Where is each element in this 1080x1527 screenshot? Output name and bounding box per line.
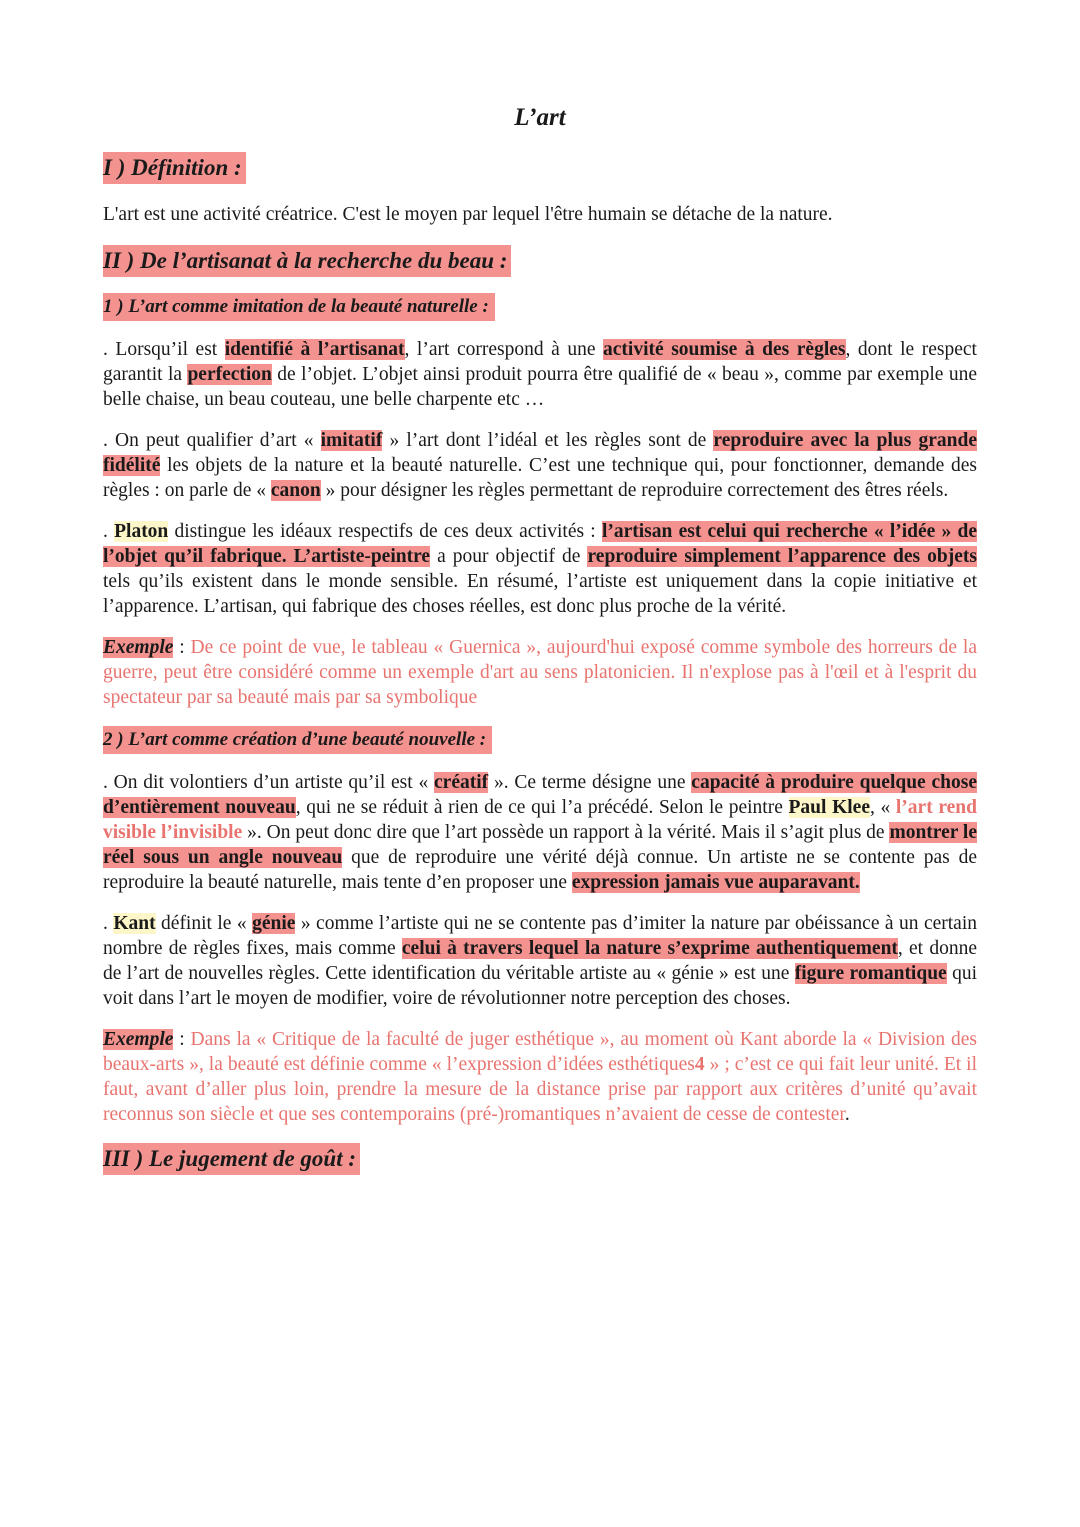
highlight-text: créatif (434, 772, 489, 793)
example-kant: Exemple : Dans la « Critique de la faculté de juger esthétique », au moment où Kant aborde la « Division des beaux-arts », la beauté est définie comme « l’expression d’idées esthétiques4 » ; c’est ce qui fait leur unité. Et il faut, avant d’aller plus loin, prendre la mesure de la distance prise par rapport aux critères d’unité qu’avait reconnus son siècle et que ses contemporains (pré-)romantiques n’avaient de cesse de contester. (103, 1029, 977, 1125)
highlight-text: imitatif (320, 430, 383, 451)
name-highlight: Platon (114, 521, 169, 542)
paragraph-kant: . Kant définit le « génie » comme l’artiste qui ne se contente pas d’imiter la nature par obéissance à un certain nombre de règles fixes, mais comme celui à travers lequel la nature s’exprime authentiquement, et donne de l’art de nouvelles règles. Cette identification du véritable artiste au « génie » est une figure romantique qui voit dans l’art le moyen de modifier, voire de révolutionner notre perception des choses. (103, 913, 978, 1009)
subsection-heading-creation: 2 ) L’art comme création d’une beauté nouvelle : (103, 726, 492, 754)
paragraph-artisanat: . Lorsqu’il est identifié à l’artisanat, l’art correspond à une activité soumise à des règles, dont le respect garantit la perfection de l’objet. L’objet ainsi produit pourra être qualifié de « beau », comme par exemple une belle chaise, un beau couteau, une belle charpente etc … (103, 339, 977, 410)
section-heading-jugement: III ) Le jugement de goût : (103, 1143, 360, 1175)
section-heading-artisanat: II ) De l’artisanat à la recherche du beau : (103, 245, 511, 277)
name-highlight: Paul Klee (788, 797, 870, 818)
example-label: Exemple (103, 1029, 174, 1050)
paragraph-creatif: . On dit volontiers d’un artiste qu’il est « créatif ». Ce terme désigne une capacité à produire quelque chose d’entièrement nouveau, qui ne se réduit à rien de ce qui l’a précédé. Selon le peintre Paul Klee, « l’art rend visible l’invisible ». On peut donc dire que l’art possède un rapport à la vérité. Mais il s’agit plus de montrer le réel sous un angle nouveau que de reproduire une vérité déjà connue. Un artiste ne se contente pas de reproduire la beauté naturelle, mais tente d’en proposer une expression jamais vue auparavant. (103, 772, 977, 893)
highlight-text: l’artisan est celui qui recherche « l’idée » de l’objet qu’il fabrique. L’artiste-peintre (103, 521, 978, 567)
paragraph-platon: . Platon distingue les idéaux respectifs de ces deux activités : l’artisan est celui qui recherche « l’idée » de l’objet qu’il fabrique. L’artiste-peintre a pour objectif de reproduire simplement l’apparence des objets tels qu’ils existent dans le monde sensible. En résumé, l’artiste est uniquement dans la copie initiative et l’apparence. L’artisan, qui fabrique des choses réelles, est donc plus proche de la vérité. (103, 521, 978, 617)
highlight-text: celui à travers lequel la nature s’exprime authentiquement (401, 938, 898, 959)
page-title: L’art (514, 104, 566, 131)
highlight-text: montrer le réel sous un angle nouveau (103, 822, 977, 868)
quote-text: l’art rend visible l’invisible (103, 797, 977, 843)
example-label: Exemple (103, 637, 174, 658)
highlight-text: activité soumise à des règles (603, 339, 846, 360)
name-highlight: Kant (113, 913, 156, 934)
highlight-text: perfection (187, 364, 272, 385)
highlight-text: reproduire simplement l’apparence des objets (587, 546, 977, 567)
highlight-text: canon (270, 480, 321, 501)
subsection-heading-imitation: 1 ) L’art comme imitation de la beauté naturelle : (103, 293, 495, 321)
document-content (103, 100, 977, 1175)
section-heading-definition: I ) Définition : (103, 152, 246, 184)
definition-paragraph: L'art est une activité créatrice. C'est le moyen par lequel l'être humain se détache de la nature. (103, 204, 833, 225)
highlight-text: figure romantique (794, 963, 947, 984)
highlight-text: reproduire avec la plus grande fidélité (103, 430, 977, 476)
highlight-text: expression jamais vue auparavant. (571, 872, 860, 893)
highlight-text: capacité à produire quelque chose d’entièrement nouveau (103, 772, 977, 818)
highlight-text: identifié à l’artisanat (224, 339, 405, 360)
paragraph-imitatif: . On peut qualifier d’art « imitatif » l’art dont l’idéal et les règles sont de reproduire avec la plus grande fidélité les objets de la nature et la beauté naturelle. C’est une technique qui, pour fonctionner, demande des règles : on parle de « canon » pour désigner les règles permettant de reproduire correctement des êtres réels. (103, 430, 977, 501)
highlight-text: génie (252, 913, 296, 934)
example-guernica: Exemple : De ce point de vue, le tableau « Guernica », aujourd'hui exposé comme symbole des horreurs de la guerre, peut être considéré comme un exemple d'art au sens platonicien. Il n'explose pas à l'œil et à l'esprit du spectateur par sa beauté mais par sa symbolique (103, 637, 977, 708)
